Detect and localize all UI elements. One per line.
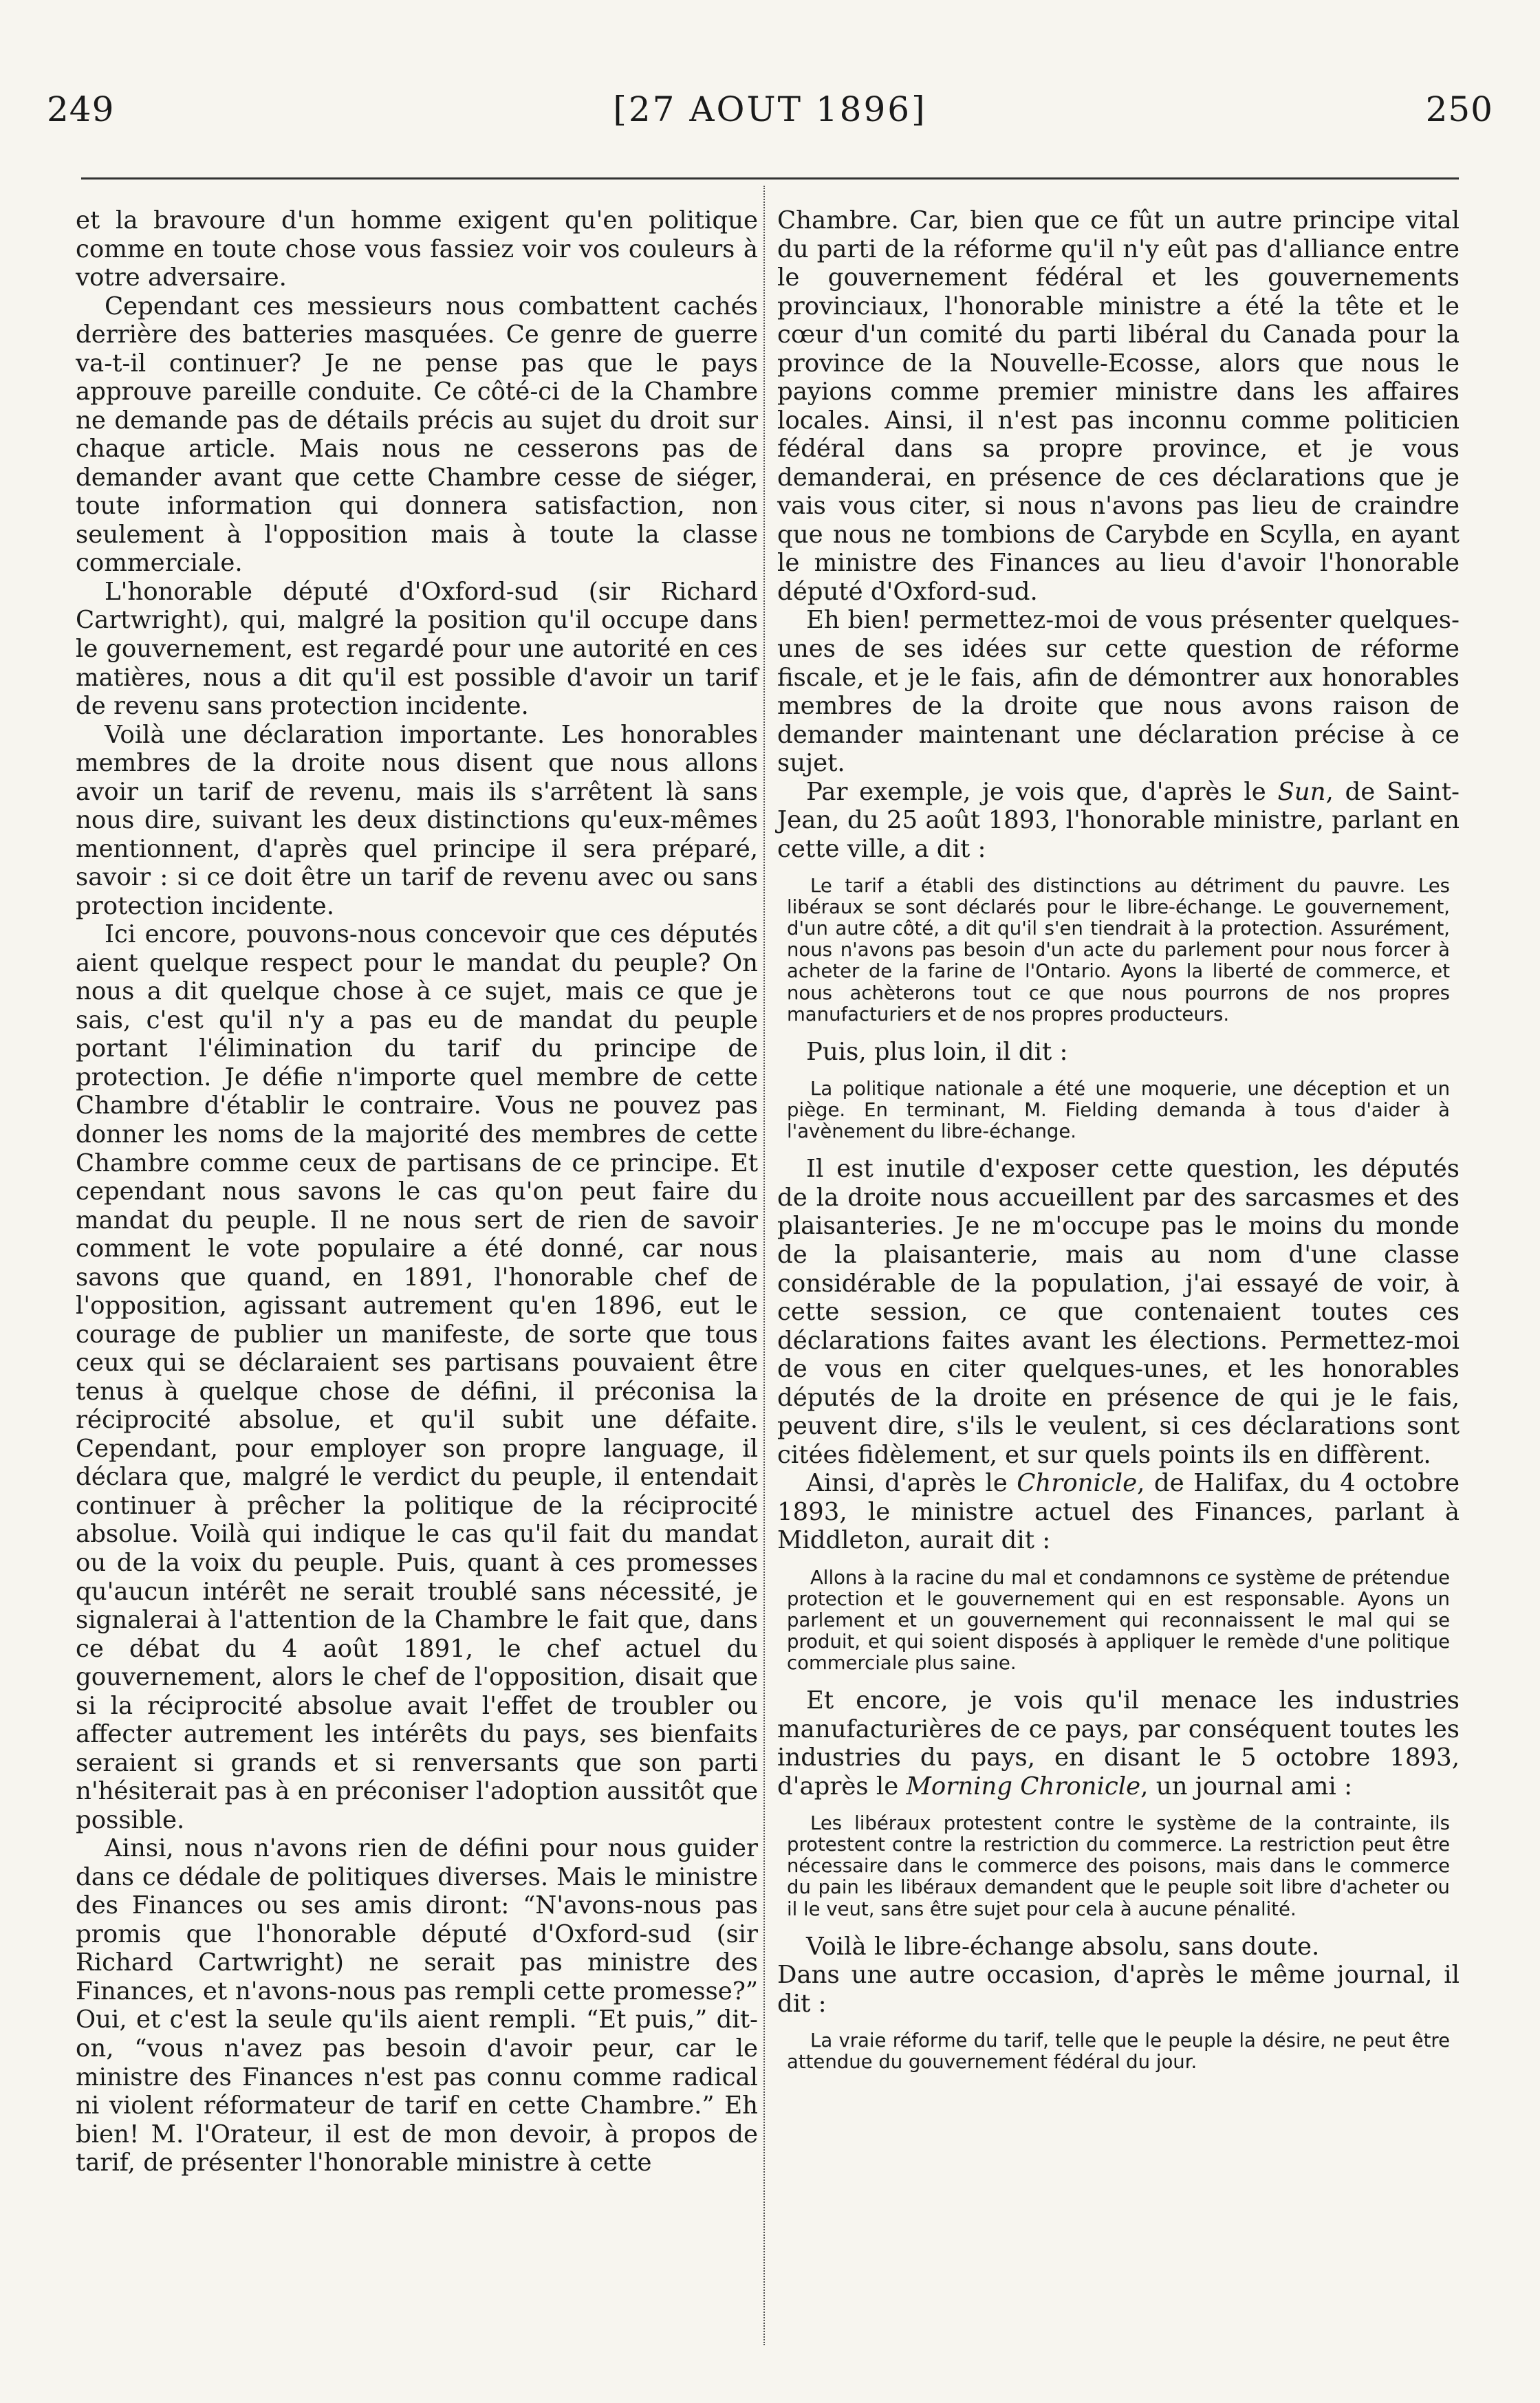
paragraph: Il est inutile d'exposer cette question, les députés de la droite nous accueillent par des sarcasmes et des plaisanteries. Je ne m'occupe pas le moins du monde de la plaisanterie, mais au nom d'une classe considérable de la population, j'ai essayé de voir, à cette session, ce que contenaient toutes ces déclarations faites avant les élections. Permettez-moi de vous en citer quelques-unes, et les honorables députés de la droite en présence de qui je le fais, peuvent dire, s'ils le veulent, si ces déclarations sont citées fidèlement, et sur quels points ils en diffèrent. — [777, 1155, 1460, 1469]
paragraph: Cependant ces messieurs nous combattent cachés derrière des batteries masquées. Ce genre de guerre va-t-il continuer? Je ne pense pas que le pays approuve pareille conduite. Ce côté-ci de la Chambre ne demande pas de détails précis au sujet du droit sur chaque article. Mais nous ne cesserons pas de demander avant que cette Chambre cesse de siéger, toute information qui donnera satisfaction, non seulement à l'opposition mais à toute la classe commerciale. — [76, 292, 758, 578]
page-header — [47, 89, 1493, 144]
text-run: Ainsi, d'après le — [806, 1469, 1017, 1498]
paragraph: Voilà le libre-échange absolu, sans doute. — [806, 1932, 1320, 1961]
header-rule — [81, 177, 1459, 180]
block-quote: La politique nationale a été une moquerie, une déception et un piège. En terminant, M. Fielding demanda à tous d'aider à l'avènement du libre-échange. — [787, 1078, 1450, 1143]
block-quote: Les libéraux protestent contre le système de la contrainte, ils protestent contre la restriction du commerce. La restriction peut être nécessaire dans le commerce des poisons, mais dans le commerce du pain les libéraux demandent que le peuple soit libre d'acheter ou il le veut, sans être sujet pour cela à aucune pénalité. — [787, 1812, 1450, 1920]
paragraph: L'honorable député d'Oxford-sud (sir Richard Cartwright), qui, malgré la position qu'il occupe dans le gouvernement, est regardé pour une autorité en ces matières, nous a dit qu'il est possible d'avoir un tarif de revenu sans protection incidente. — [76, 577, 758, 721]
page-number-right: 250 — [1425, 89, 1493, 129]
paragraph: Ainsi, nous n'avons rien de défini pour nous guider dans ce dédale de politiques diverses. Mais le ministre des Finances ou ses amis diront: “N'avons-nous pas promis que l'honorable député d'Oxford-sud (sir Richard Cartwright) ne serait pas ministre des Finances, et n'avons-nous pas rempli cette promesse?” Oui, et c'est la seule qu'ils aient rempli. “Et puis,” dit-on, “vous n'avez pas besoin d'avoir peur, car le ministre des Finances n'est pas connu comme radical ni violent réformateur de tarif en cette Chambre.” Eh bien! M. l'Orateur, il est de mon devoir, à propos de tarif, de présenter l'honorable ministre à cette — [76, 1834, 758, 2177]
text-run: , de Saint-Jean, du 25 août 1893, l'honorable ministre, parlant en cette ville, a dit : — [777, 777, 1460, 863]
column-divider — [763, 186, 765, 2345]
newspaper-title: Sun — [1277, 777, 1326, 806]
paragraph — [777, 1469, 1460, 1555]
left-column — [76, 206, 758, 2177]
right-column — [777, 206, 1460, 2085]
text-run: , de Halifax, du 4 octobre 1893, le ministre actuel des Finances, parlant à Middleton, aurait dit : — [777, 1469, 1460, 1555]
text-run: Par exemple, je vois que, d'après le — [806, 777, 1278, 806]
text-run: , un journal ami : — [1140, 1772, 1353, 1801]
paragraph: Eh bien! permettez-moi de vous présenter quelques-unes de ses idées sur cette question de réforme fiscale, et je le fais, afin de démontrer aux honorables membres de la droite que nous avons raison de demander maintenant une déclaration précise à ce sujet. — [777, 606, 1460, 778]
page-number-left: 249 — [47, 89, 115, 129]
block-quote: La vraie réforme du tarif, telle que le peuple la désire, ne peut être attendue du gouvernement fédéral du jour. — [787, 2030, 1450, 2074]
paragraph: Chambre. Car, bien que ce fût un autre principe vital du parti de la réforme qu'il n'y eût pas d'alliance entre le gouvernement fédéral et les gouvernements provinciaux, l'honorable ministre a été la tête et le cœur d'un comité du parti libéral du Canada pour la province de la Nouvelle-Ecosse, alors que nous le payions comme premier ministre dans les affaires locales. Ainsi, il n'est pas inconnu comme politicien fédéral dans sa propre province, et je vous demanderai, en présence de ces déclarations que je vais vous citer, si nous n'avons pas lieu de craindre que nous ne tombions de Carybde en Scylla, en ayant le ministre des Finances au lieu d'avoir l'honorable député d'Oxford-sud. — [777, 206, 1460, 606]
paragraph: et la bravoure d'un homme exigent qu'en politique comme en toute chose vous fassiez voir vos couleurs à votre adversaire. — [76, 206, 758, 292]
text-run: Et encore, je vois qu'il menace les industries manufacturières de ce pays, par conséquent toutes les industries du pays, en disant le 5 octobre 1893, d'après le — [777, 1686, 1460, 1801]
block-quote: Le tarif a établi des distinctions au détriment du pauvre. Les libéraux se sont déclarés pour le libre-échange. Le gouvernement, d'un autre côté, a dit qu'il s'en tiendrait à la protection. Assurément, nous n'avons pas besoin d'un acte du parlement pour nous forcer à acheter de la farine de l'Ontario. Ayons la liberté de commerce, et nous achèterons tout ce que nous pourrons de nos propres manufacturiers et de nos propres producteurs. — [787, 875, 1450, 1025]
paragraph: Dans une autre occasion, d'après le même journal, il dit : — [777, 1961, 1460, 2018]
paragraph — [777, 1686, 1460, 1801]
paragraph: Voilà une déclaration importante. Les honorables membres de la droite nous disent que nous allons avoir un tarif de revenu, mais ils s'arrêtent là sans nous dire, suivant les deux distinctions qu'eux-mêmes mentionnent, d'après quel principe il sera préparé, savoir : si ce doit être un tarif de revenu avec ou sans protection incidente. — [76, 720, 758, 920]
paragraph — [777, 778, 1460, 864]
paragraph: Ici encore, pouvons-nous concevoir que ces députés aient quelque respect pour le mandat du peuple? On nous a dit quelque chose à ce sujet, mais ce que je sais, c'est qu'il n'y a pas eu de mandat du peuple portant l'élimination du tarif du principe de protection. Je défie n'importe quel membre de cette Chambre d'établir le contraire. Vous ne pouvez pas donner les noms de la majorité des membres de cette Chambre comme ceux de partisans de ce principe. Et cependant nous savons le cas qu'on peut faire du mandat du peuple. Il ne nous sert de rien de savoir comment le vote populaire a été donné, car nous savons que quand, en 1891, l'honorable chef de l'opposition, agissant autrement qu'en 1896, eut le courage de publier un manifeste, de sorte que tous ceux qui se déclaraient ses partisans pouvaient être tenus à quelque chose de défini, il préconisa la réciprocité absolue, et qu'il subit une défaite. Cependant, pour employer son propre language, il déclara que, malgré le verdict du peuple, il entendait continuer à prêcher la politique de la réciprocité absolue. Voilà qui indique le cas qu'il fait du mandat ou de la voix du peuple. Puis, quant à ces promesses qu'aucun intérêt ne serait troublé sans nécessité, je signalerai à l'attention de la Chambre le fait que, dans ce débat du 4 août 1891, le chef actuel du gouvernement, alors le chef de l'opposition, disait que si la réciprocité absolue avait l'effet de troubler ou affecter autrement les intérêts du pays, ses bienfaits seraient si grands et si renversants que son parti n'hésiterait pas à en préconiser l'adoption aussitôt que possible. — [76, 920, 758, 1834]
block-quote: Allons à la racine du mal et condamnons ce système de prétendue protection et le gouvernement qui en est responsable. Ayons un parlement et un gouvernement qui reconnaissent le mal qui se produit, et qui soient disposés à appliquer le remède d'une politique commerciale plus saine. — [787, 1566, 1450, 1675]
paragraph: Puis, plus loin, il dit : — [806, 1037, 1068, 1066]
newspaper-title: Morning Chronicle — [906, 1772, 1141, 1801]
newspaper-title: Chronicle — [1017, 1469, 1138, 1498]
page-date: [27 AOUT 1896] — [613, 89, 927, 129]
